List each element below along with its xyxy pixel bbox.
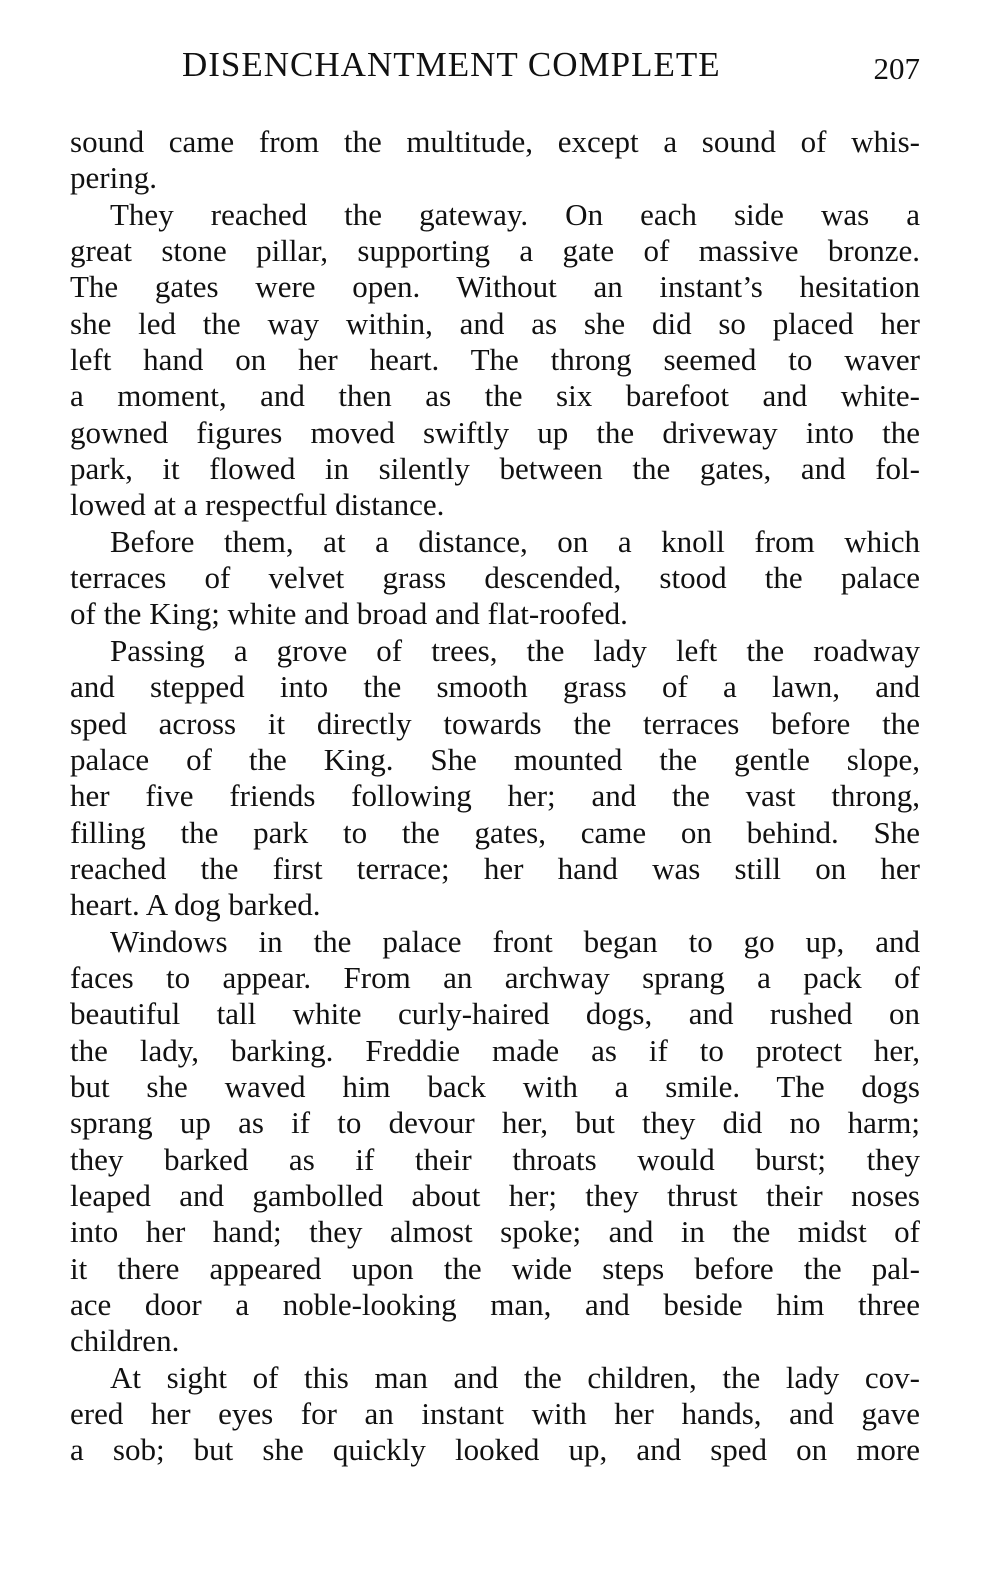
- text-line: heart. A dog barked.: [70, 887, 321, 923]
- text-line: but she waved him back with a smile. The dogs: [70, 1068, 920, 1104]
- text-line: sped across it directly towards the terraces before the: [70, 705, 920, 741]
- paragraph-2: [70, 197, 920, 524]
- text-line: Before them, at a distance, on a knoll from which: [110, 523, 920, 559]
- text-line: The gates were open. Without an instant’s hesitation: [70, 269, 920, 305]
- text-line: sprang up as if to devour her, but they did no harm;: [70, 1105, 920, 1141]
- text-line: it there appeared upon the wide steps before the pal-: [70, 1250, 920, 1286]
- page-number: 207: [873, 51, 920, 86]
- text-line: left hand on her heart. The throng seemed to waver: [70, 342, 920, 378]
- text-line: They reached the gateway. On each side was a: [110, 196, 920, 232]
- text-line: terraces of velvet grass descended, stood the palace: [70, 560, 920, 596]
- text-line: park, it flowed in silently between the gates, and fol-: [70, 451, 920, 487]
- text-line: into her hand; they almost spoke; and in the midst of: [70, 1214, 920, 1250]
- text-line: of the King; white and broad and flat-roofed.: [70, 596, 628, 632]
- running-head: [70, 40, 920, 90]
- text-line: beautiful tall white curly-haired dogs, and rushed on: [70, 996, 920, 1032]
- text-line: leaped and gambolled about her; they thrust their noses: [70, 1177, 920, 1213]
- paragraph-4: [70, 633, 920, 924]
- text-line: palace of the King. She mounted the gentle slope,: [70, 741, 920, 777]
- text-line: the lady, barking. Freddie made as if to protect her,: [70, 1032, 920, 1068]
- text-line: At sight of this man and the children, the lady cov-: [110, 1359, 920, 1395]
- text-line: gowned figures moved swiftly up the driveway into the: [70, 414, 920, 450]
- text-line: great stone pillar, supporting a gate of massive bronze.: [70, 233, 920, 269]
- text-line: ace door a noble-looking man, and beside him three: [70, 1287, 920, 1322]
- paragraph-1: [70, 124, 920, 197]
- text-line: a moment, and then as the six barefoot and white-: [70, 378, 920, 414]
- text-line: Windows in the palace front began to go up, and: [110, 923, 920, 959]
- body-text: [70, 124, 920, 1469]
- text-line: Passing a grove of trees, the lady left the roadway: [110, 632, 920, 668]
- text-line: lowed at a respectful distance.: [70, 487, 445, 523]
- text-line: children.: [70, 1323, 180, 1359]
- paragraph-5: [70, 924, 920, 1360]
- paragraph-6: [70, 1360, 920, 1469]
- text-line: reached the first terrace; her hand was still on her: [70, 850, 920, 886]
- text-line: a sob; but she quickly looked up, and sped on more: [70, 1432, 920, 1468]
- paragraph-3: [70, 524, 920, 633]
- text-line: pering.: [70, 160, 157, 196]
- text-line: she led the way within, and as she did so placed her: [70, 305, 920, 341]
- text-line: her five friends following her; and the vast throng,: [70, 778, 920, 814]
- text-line: and stepped into the smooth grass of a lawn, and: [70, 669, 920, 705]
- text-line: faces to appear. From an archway sprang a pack of: [70, 959, 920, 995]
- running-title: DISENCHANTMENT COMPLETE: [182, 45, 721, 84]
- text-line: filling the park to the gates, came on behind. She: [70, 814, 920, 850]
- text-line: sound came from the multitude, except a sound of whis-: [70, 124, 920, 159]
- text-line: ered her eyes for an instant with her hands, and gave: [70, 1396, 920, 1432]
- text-line: they barked as if their throats would burst; they: [70, 1141, 920, 1177]
